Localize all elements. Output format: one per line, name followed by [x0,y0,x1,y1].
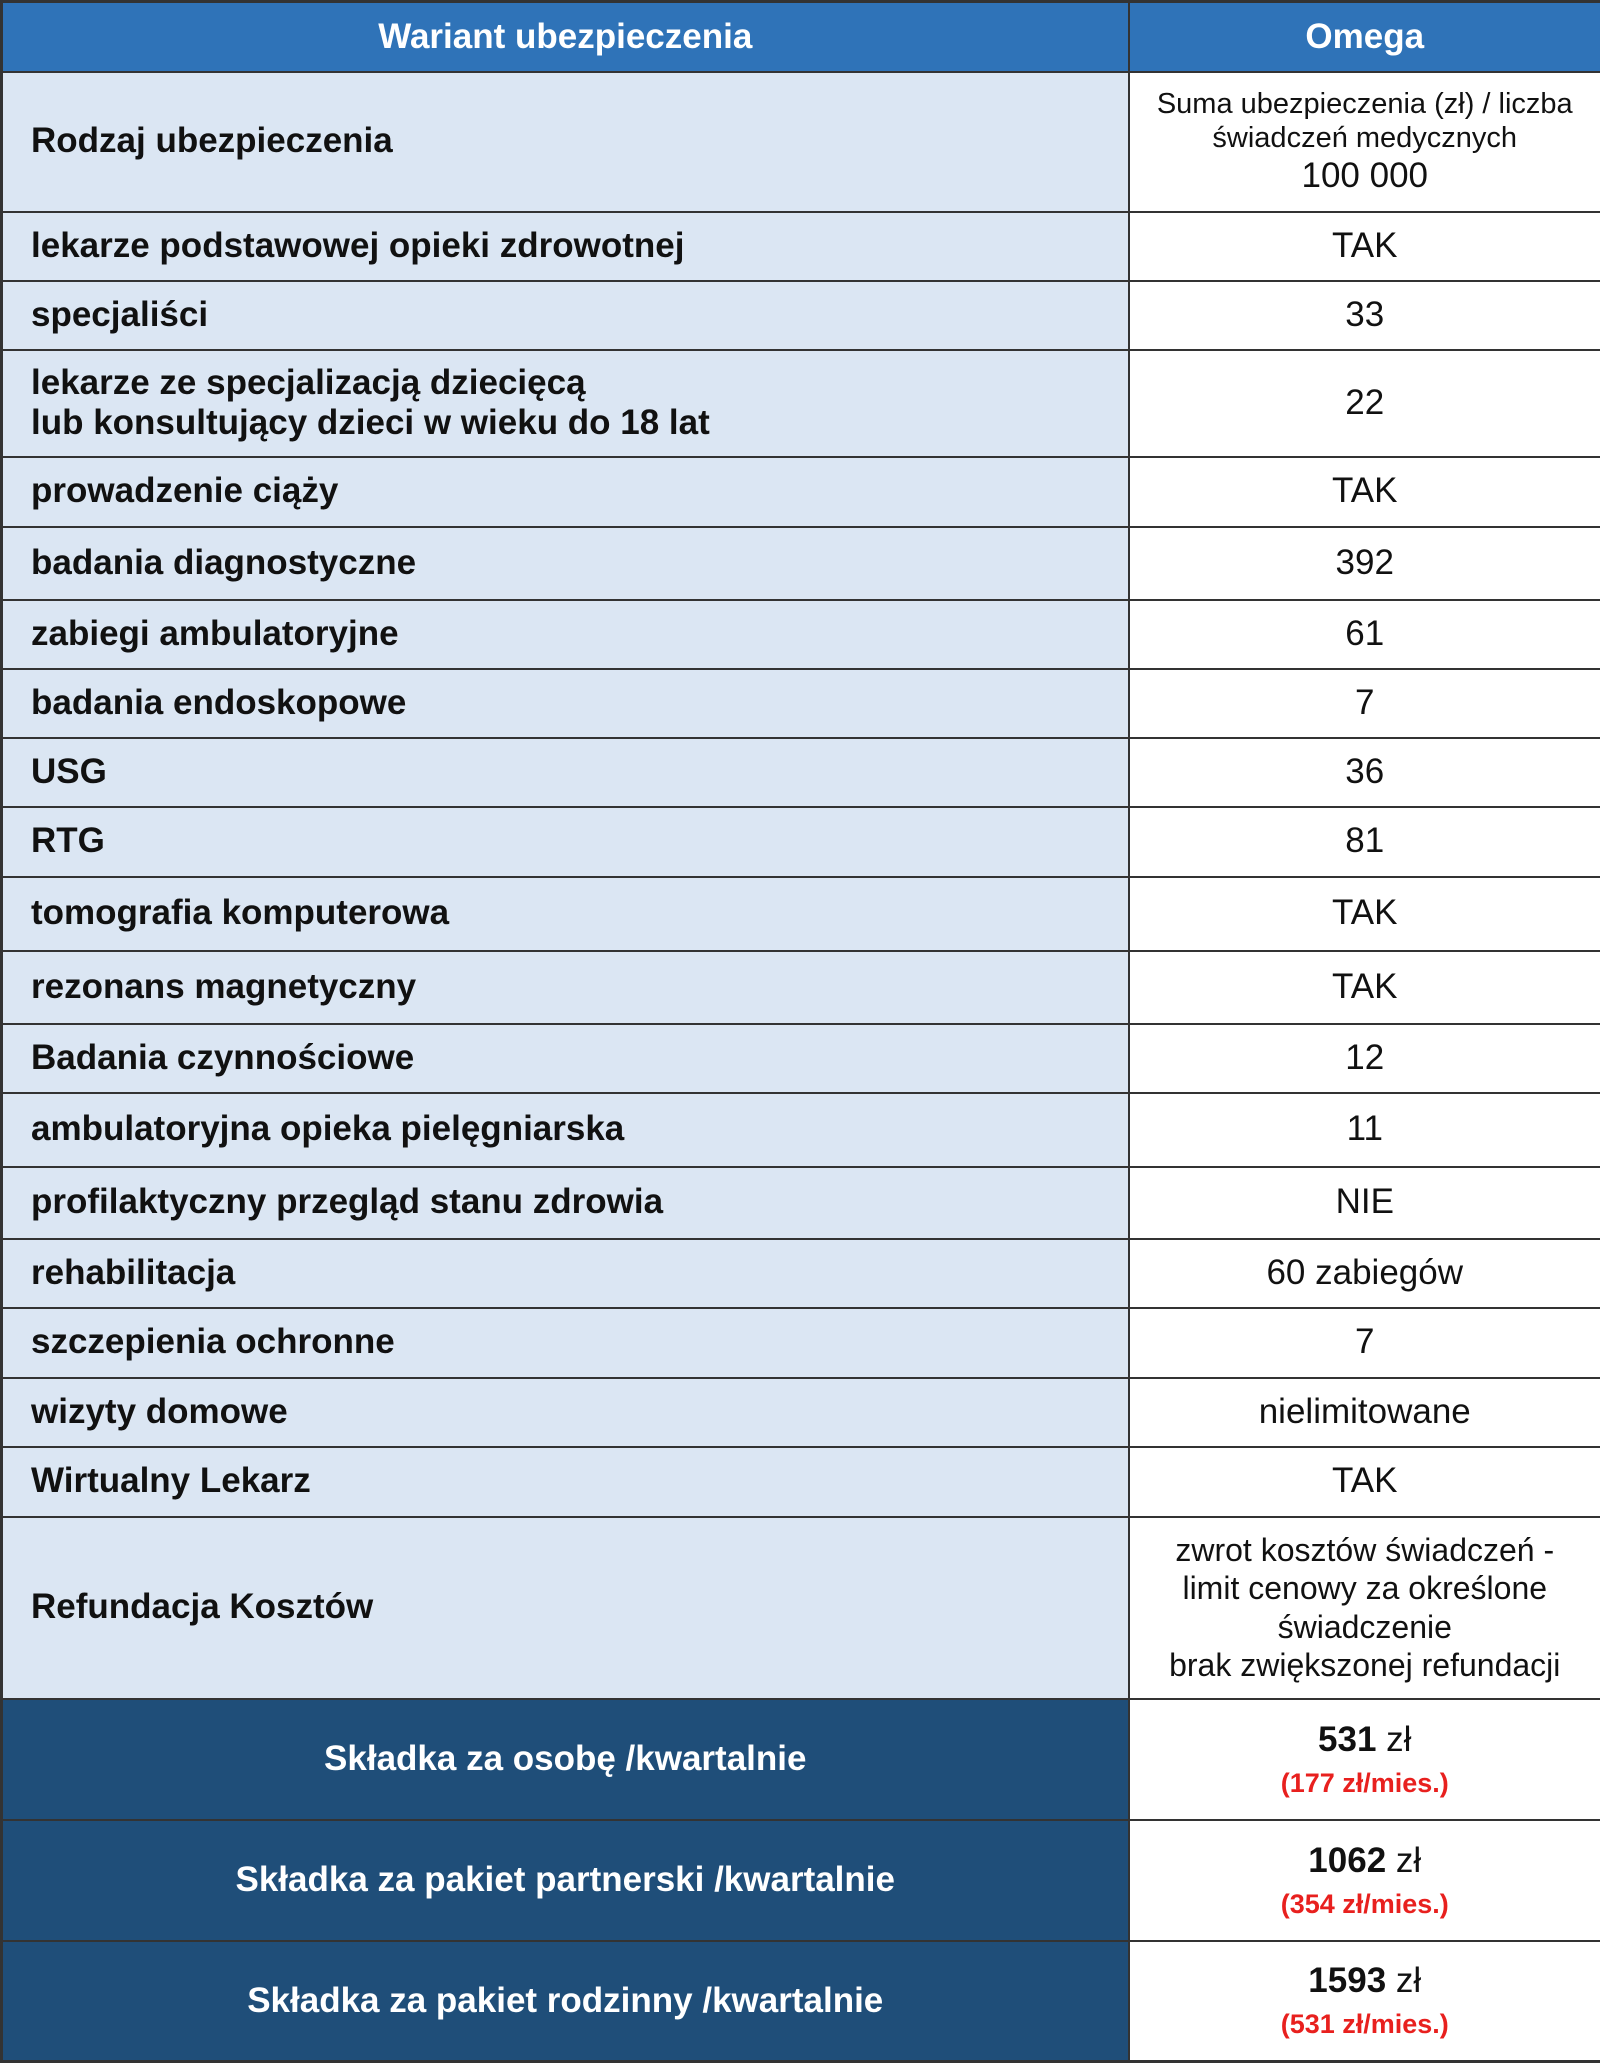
refund-value [1129,1517,1600,1699]
fee-monthly: (531 zł/mies.) [1130,2009,1600,2040]
fee-amount [1130,1720,1600,1760]
table-row [2,1167,1600,1239]
table-row [2,281,1600,350]
row-value: 7 [1129,669,1600,738]
row-value: TAK [1129,951,1600,1024]
row-label: rezonans magnetyczny [2,951,1129,1024]
row-label-line: lub konsultujący dzieci w wieku do 18 lat [31,403,1128,443]
row-label [2,350,1129,457]
fee-amount-number: 1062 [1308,1841,1386,1880]
row-label: badania diagnostyczne [2,527,1129,600]
sum-insured-description: Suma ubezpieczenia (zł) / liczba świadczeń medycznych [1136,87,1595,157]
table-row [2,350,1600,457]
table-row [2,1378,1600,1447]
table-header-row [2,2,1600,72]
header-variant-label: Wariant ubezpieczenia [2,2,1129,72]
row-label: lekarze podstawowej opieki zdrowotnej [2,212,1129,281]
insurance-type-label: Rodzaj ubezpieczenia [2,72,1129,212]
row-value: 392 [1129,527,1600,600]
row-label: tomografia komputerowa [2,877,1129,951]
fee-currency: zł [1386,1720,1411,1759]
table-row [2,738,1600,807]
fee-amount-number: 1593 [1308,1961,1386,2000]
refund-row [2,1517,1600,1699]
table-row [2,600,1600,669]
fee-row-family [2,1941,1600,2062]
row-label: Badania czynnościowe [2,1024,1129,1093]
table-row [2,669,1600,738]
table-row [2,1024,1600,1093]
row-value: NIE [1129,1167,1600,1239]
row-value: TAK [1129,1447,1600,1517]
sum-insured-amount: 100 000 [1136,156,1595,196]
fee-monthly: (177 zł/mies.) [1130,1768,1600,1799]
header-variant-name: Omega [1129,2,1600,72]
sum-insured-cell [1129,72,1600,212]
row-value: 61 [1129,600,1600,669]
fee-amount [1130,1841,1600,1881]
row-value: 12 [1129,1024,1600,1093]
fee-row-partner [2,1820,1600,1941]
fee-value [1129,1820,1600,1941]
fee-amount [1130,1961,1600,2001]
row-value: 11 [1129,1093,1600,1167]
table-row [2,807,1600,877]
table-row [2,1093,1600,1167]
insurance-type-row [2,72,1600,212]
table-row [2,1308,1600,1378]
fee-value [1129,1699,1600,1820]
row-value: 33 [1129,281,1600,350]
fee-label: Składka za pakiet rodzinny /kwartalnie [2,1941,1129,2062]
row-label-line: lekarze ze specjalizacją dziecięcą [31,363,1128,403]
fee-row-person [2,1699,1600,1820]
row-value: nielimitowane [1129,1378,1600,1447]
row-label: badania endoskopowe [2,669,1129,738]
row-value: TAK [1129,457,1600,527]
row-label: ambulatoryjna opieka pielęgniarska [2,1093,1129,1167]
refund-line: brak zwiększonej refundacji [1136,1646,1595,1684]
table-row [2,1447,1600,1517]
table-row [2,457,1600,527]
row-value: 36 [1129,738,1600,807]
row-label: wizyty domowe [2,1378,1129,1447]
table-row [2,212,1600,281]
fee-label: Składka za osobę /kwartalnie [2,1699,1129,1820]
row-value: TAK [1129,877,1600,951]
refund-label: Refundacja Kosztów [2,1517,1129,1699]
row-label: Wirtualny Lekarz [2,1447,1129,1517]
row-value: 60 zabiegów [1129,1239,1600,1308]
table-row [2,951,1600,1024]
fee-currency: zł [1396,1841,1421,1880]
row-label: specjaliści [2,281,1129,350]
refund-line: świadczenie [1136,1608,1595,1646]
row-label: szczepienia ochronne [2,1308,1129,1378]
row-value: 22 [1129,350,1600,457]
fee-label: Składka za pakiet partnerski /kwartalnie [2,1820,1129,1941]
row-value: TAK [1129,212,1600,281]
row-label: rehabilitacja [2,1239,1129,1308]
refund-line: limit cenowy za określone [1136,1569,1595,1607]
fee-monthly: (354 zł/mies.) [1130,1889,1600,1920]
table-row [2,1239,1600,1308]
row-label: RTG [2,807,1129,877]
row-label: USG [2,738,1129,807]
table-row [2,877,1600,951]
table-row [2,527,1600,600]
row-label: profilaktyczny przegląd stanu zdrowia [2,1167,1129,1239]
fee-amount-number: 531 [1318,1720,1376,1759]
fee-value [1129,1941,1600,2062]
row-value: 7 [1129,1308,1600,1378]
row-label: zabiegi ambulatoryjne [2,600,1129,669]
row-label: prowadzenie ciąży [2,457,1129,527]
refund-line: zwrot kosztów świadczeń - [1136,1531,1595,1569]
fee-currency: zł [1396,1961,1421,2000]
row-value: 81 [1129,807,1600,877]
